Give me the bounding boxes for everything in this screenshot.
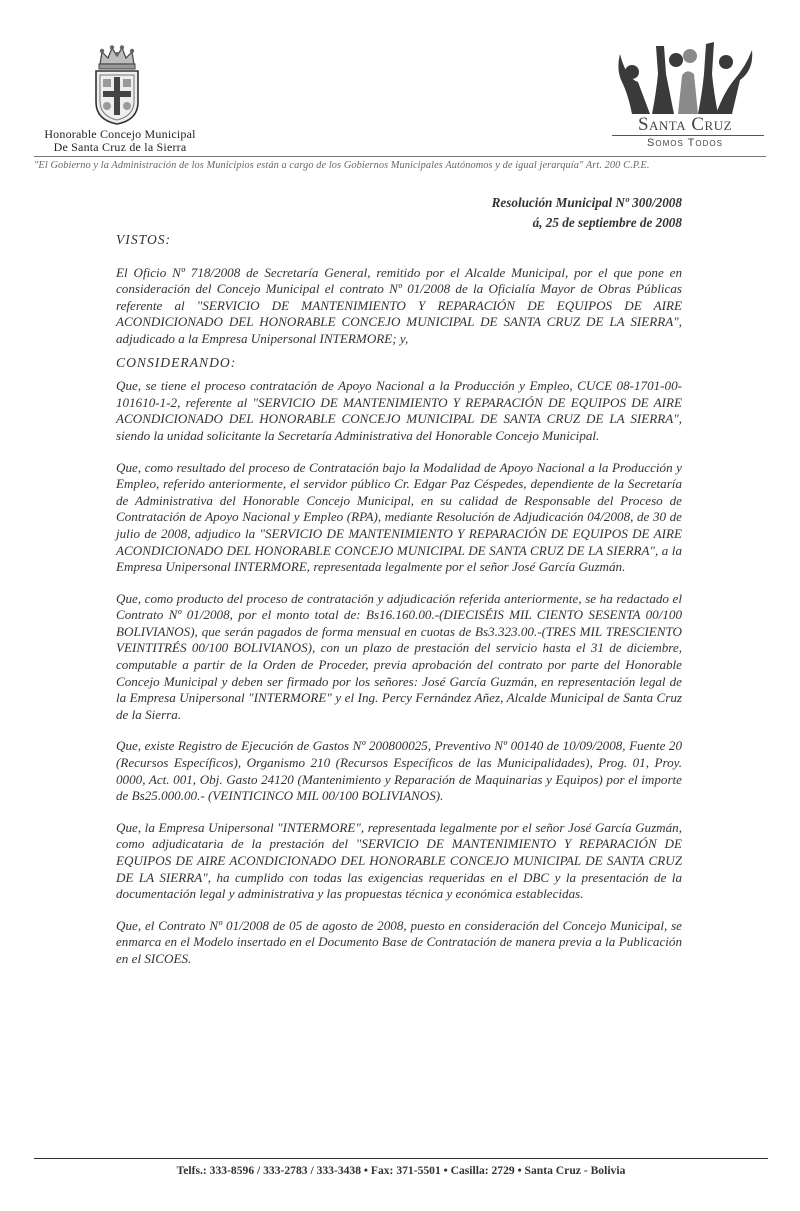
resolution-date: á, 25 de septiembre de 2008 xyxy=(532,215,682,230)
considerando-paragraph-3: Que, como producto del proceso de contratación y adjudicación referida anteriormente, se ha redactado el Contrato Nº 01/2008, por el monto total de: Bs16.160.00.-(DIECISÉIS MIL CIENTO SESENTA 00/100 BOLIVIANOS), que serán pagados de forma mensual en cuotas de Bs3.323.00.-(TRES MIL TRESCIENTO VEINTITRÉS 00/100 BOLIVIANOS), con un plazo de prestación del servicio hasta el 31 de diciembre, computable a partir de la Orden de Proceder, previa aprobación del contrato por parte del Honorable Concejo Municipal y deben ser firmado por los señores: José García Guzmán, en representación legal de la Empresa Unipersonal "INTERMORE" y el Ing. Percy Fernández Añez, Alcalde Municipal de Santa Cruz de la Sierra. xyxy=(116,590,682,722)
council-name-line1: Honorable Concejo Municipal xyxy=(44,127,196,141)
resolution-heading xyxy=(492,193,682,233)
footer-rule xyxy=(34,1158,768,1159)
coat-of-arms-emblem xyxy=(88,44,146,126)
resolution-body xyxy=(116,232,682,983)
council-name xyxy=(20,128,220,154)
considerando-paragraph-4: Que, existe Registro de Ejecución de Gastos Nº 200800025, Preventivo Nº 00140 de 10/09/2008, Fuente 20 (Recursos Específicos), Organismo 210 (Recursos Específicos de las Municipalidades), Prog. 01, Proy. 0000, Act. 001, Obj. Gasto 24120 (Mantenimiento y Reparación de Maquinarias y Equipos) por el importe de Bs25.000.00.- (VEINTICINCO MIL 00/100 BOLIVIANOS). xyxy=(116,738,682,804)
considerando-paragraph-1: Que, se tiene el proceso contratación de Apoyo Nacional a la Producción y Empleo, CUCE 08-1701-00-101610-1-2, referente al "SERVICIO DE MANTENIMIENTO Y REPARACIÓN DE EQUIPOS DE AIRE ACONDICIONADO DEL HONORABLE CONCEJO MUNICIPAL DE SANTA CRUZ DE LA SIERRA", siendo la unidad solicitante la Secretaría Administrativa del Honorable Concejo Municipal. xyxy=(116,378,682,443)
considerando-paragraph-2: Que, como resultado del proceso de Contratación bajo la Modalidad de Apoyo Nacional a la Producción y Empleo, referido anteriormente, el servidor público Cr. Edgar Paz Céspedes, dependiente de la Secretaría de Administrativa del Honorable Concejo Municipal, en su calidad de Responsable del Proceso de Contratación de Apoyo Nacional y Empleo (RPA), mediante Resolución de Adjudicación 04/2008, de 30 de julio de 2008, adjudico la "SERVICIO DE MANTENIMIENTO Y REPARACIÓN DE EQUIPOS DE AIRE ACONDICIONADO DEL HONORABLE CONCEJO MUNICIPAL DE SANTA CRUZ DE LA SIERRA", a la Empresa Unipersonal INTERMORE, representada legalmente por el señor José García Guzmán. xyxy=(116,459,682,575)
considerando-paragraph-5: Que, la Empresa Unipersonal "INTERMORE", representada legalmente por el señor José García Guzmán, como adjudicataria de la prestación del "SERVICIO DE MANTENIMIENTO Y REPARACIÓN DE EQUIPOS DE AIRE ACONDICIONADO DEL HONORABLE CONCEJO MUNICIPAL DE SANTA CRUZ DE LA SIERRA", ha cumplido con todas las exigencias requeridas en el DBC y la presentación de la documentación legal y administrativa y las propuestas técnica y económica establecidas. xyxy=(116,819,682,902)
header-rule xyxy=(34,156,766,157)
brand-name: Santa Cruz xyxy=(637,114,733,135)
constitution-motto: "El Gobierno y la Administración de los Municipios están a cargo de los Gobiernos Municipales Autónomos y de igual jerarquía" Art. 200 C.P.E. xyxy=(34,160,650,171)
vistos-heading: VISTOS: xyxy=(116,232,172,247)
considerando-paragraph-6: Que, el Contrato Nº 01/2008 de 05 de agosto de 2008, puesto en consideración del Concejo Municipal, se enmarca en el Modelo insertado en el Documento Base de Contratación de manera previa a la Publicación en el SICOES. xyxy=(116,917,682,966)
brand-tagline: Somos Todos xyxy=(647,137,723,149)
brand-divider xyxy=(612,135,764,136)
resolution-title: Resolución Municipal Nº 300/2008 xyxy=(491,195,682,210)
considerando-heading: CONSIDERANDO: xyxy=(116,354,237,370)
santa-cruz-logo xyxy=(612,34,762,116)
council-name-line2: De Santa Cruz de la Sierra xyxy=(53,140,187,154)
vistos-paragraph: El Oficio Nº 718/2008 de Secretaría General, remitido por el Alcalde Municipal, por el que pone en consideración del Concejo Municipal el contrato Nº 01/2008 de la Oficialía Mayor de Obras Públicas referente al "SERVICIO DE MANTENIMIENTO Y REPARACIÓN DE EQUIPOS DE AIRE ACONDICIONADO DEL HONORABLE CONCEJO MUNICIPAL DE SANTA CRUZ DE LA SIERRA", adjudicado a la Empresa Unipersonal INTERMORE; y, xyxy=(116,264,682,346)
footer-contact: Telfs.: 333-8596 / 333-2783 / 333-3438 • Fax: 371-5501 • Casilla: 2729 • Santa Cruz - Bolivia xyxy=(176,1164,626,1177)
